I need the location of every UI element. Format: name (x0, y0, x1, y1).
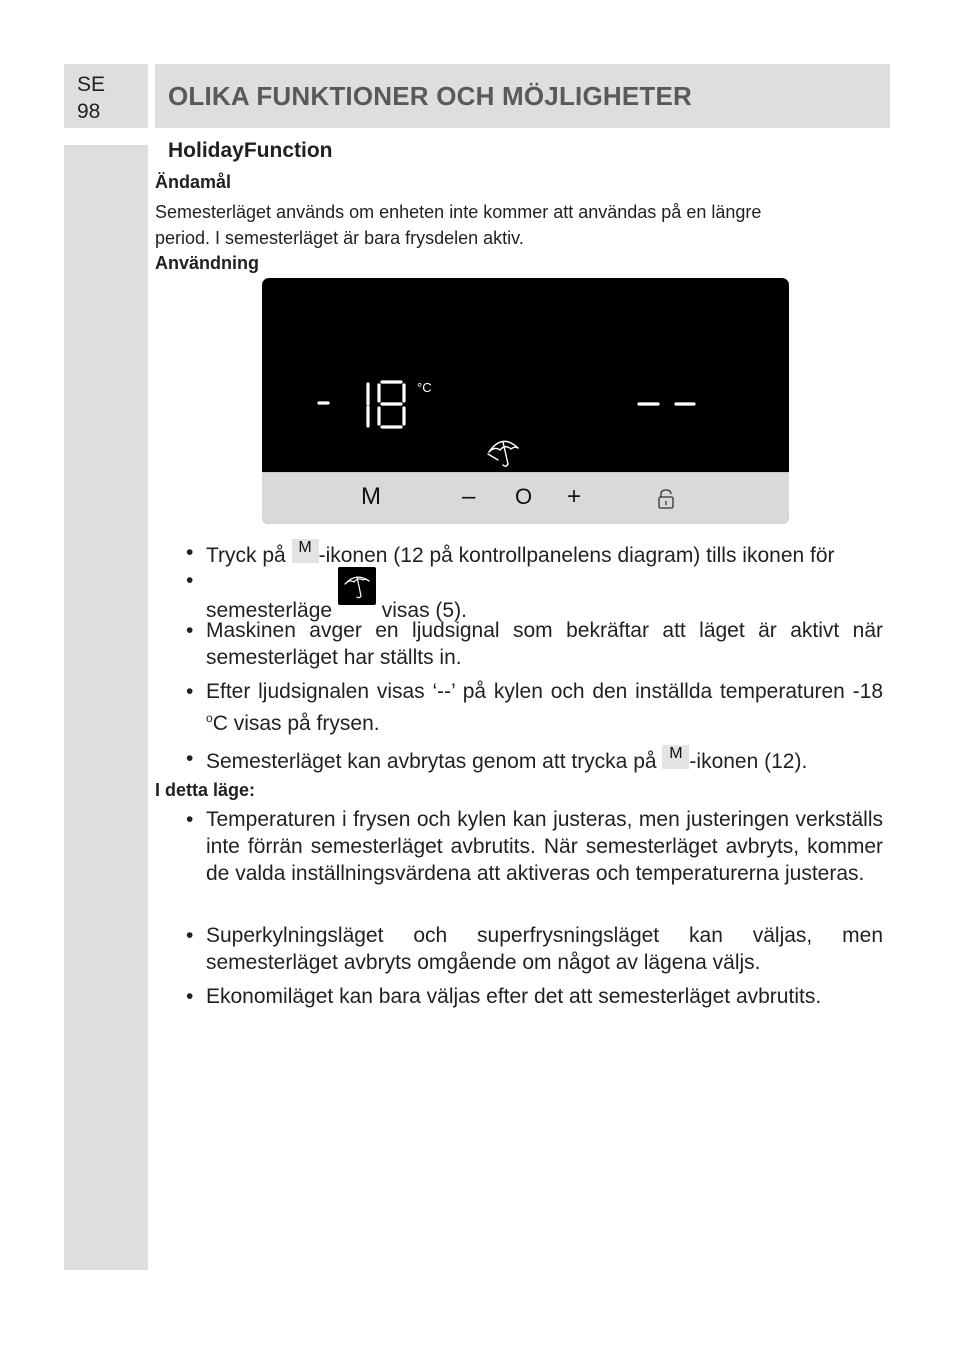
m-key-icon: M (292, 539, 319, 563)
page-title: OLIKA FUNKTIONER OCH MÖJLIGHETER (168, 81, 692, 111)
usage-bullet-1-line2: • semesterläge visas (5). (206, 567, 883, 608)
mode-bullet-2: • Superkylningsläget och superfrysningsläget kan väljas, men semesterläget avbryts omgående om något av lägena väljs. (206, 922, 883, 976)
panel-button-bar (262, 472, 789, 524)
section-title: HolidayFunction (168, 139, 333, 162)
control-panel-image (262, 278, 789, 524)
usage-bullet-4: • Semesterläget kan avbrytas genom att trycka på M -ikonen (12). (206, 745, 883, 775)
celsius-unit: °C (417, 380, 432, 395)
mode-bullet-1: • Temperaturen i frysen och kylen kan justeras, men justeringen verkställs inte förrän semesterläget avbrutits. När semesterläget avbryts, kommer de valda inställningsvärdena att aktiveras och temperaturerna justeras. (206, 806, 883, 887)
sidebar-strip (64, 145, 148, 1270)
lock-icon[interactable] (657, 488, 675, 510)
plus-button[interactable]: + (567, 483, 582, 510)
page-marker (77, 71, 105, 125)
language-code: SE (77, 73, 106, 96)
power-button[interactable]: O (515, 484, 533, 509)
page-number: 98 (77, 100, 101, 123)
purpose-line-2: period. I semesterläget är bara frysdelen aktiv. (155, 228, 524, 248)
m-key-icon: M (662, 745, 689, 769)
purpose-text (155, 199, 885, 251)
holiday-umbrella-icon (338, 567, 376, 605)
purpose-heading: Ändamål (155, 172, 232, 192)
usage-bullet-2: • Maskinen avger en ljudsignal som bekräftar att läget är aktivt när semesterläget har ställts in. (206, 617, 883, 671)
mode-bullet-3: • Ekonomiläget kan bara väljas efter det att semesterläget avbrutits. (206, 983, 883, 1010)
mode-button[interactable]: M (361, 483, 381, 510)
usage-bullet-3: • Efter ljudsignalen visas ‘--’ på kylen och den inställda temperaturen -18 $^o$C visas på frysen. (206, 678, 883, 737)
freezer-temperature-digits (319, 382, 404, 427)
minus-button[interactable]: – (462, 483, 476, 510)
display-area (262, 278, 789, 472)
umbrella-icon (488, 441, 518, 466)
mode-heading: I detta läge: (155, 780, 256, 800)
purpose-line-1: Semesterläget används om enheten inte kommer att användas på en längre (155, 202, 762, 222)
usage-bullet-1: • Tryck på M -ikonen (12 på kontrollpanelens diagram) tills ikonen för (206, 539, 883, 569)
usage-heading: Användning (155, 253, 259, 273)
